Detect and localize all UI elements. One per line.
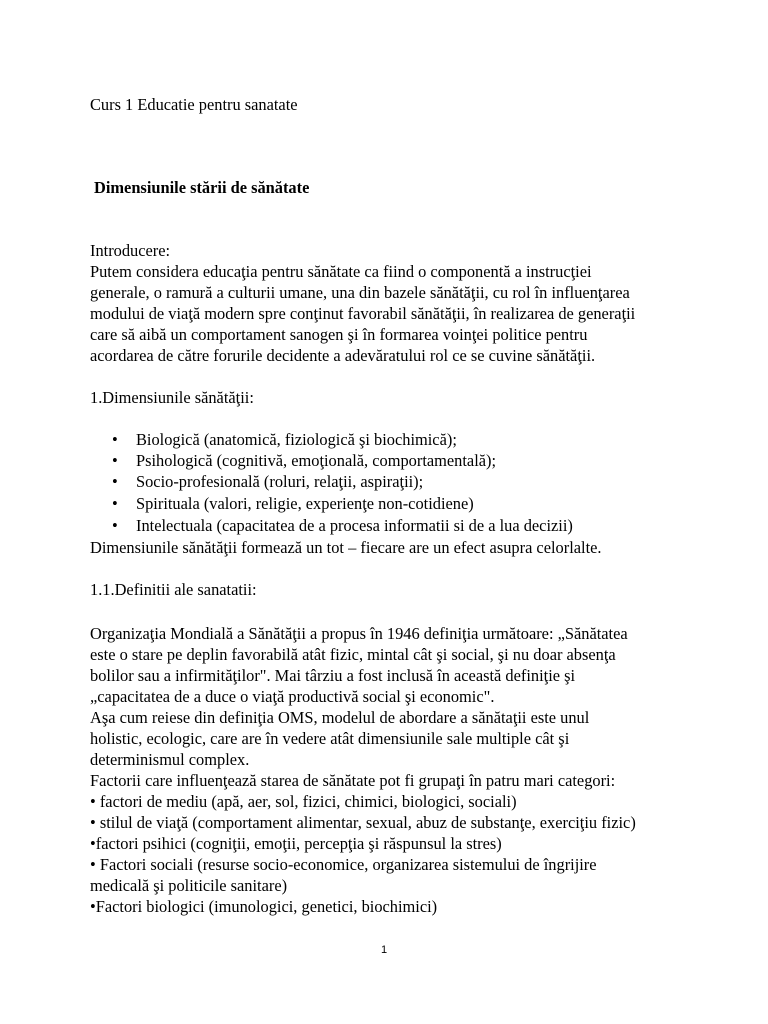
definitions-heading: 1.1.Definitii ale sanatatii: bbox=[90, 580, 257, 599]
definitions-line: medicală şi politicile sanitare) bbox=[90, 876, 288, 895]
intro-heading: Introducere: bbox=[90, 241, 171, 260]
intro-line: generale, o ramură a culturii umane, una din bazele sănătăţii, cu rol în influenţarea bbox=[90, 283, 630, 302]
bullet-icon: • bbox=[112, 516, 118, 535]
intro-line: modului de viaţă modern spre conţinut favorabil sănătăţii, în realizarea de generaţii bbox=[90, 304, 636, 323]
definitions-line: Aşa cum reiese din definiţia OMS, modelul de abordare a sănătaţii este unul bbox=[90, 708, 590, 727]
definitions-line: Organizaţia Mondială a Sănătăţii a propus în 1946 definiţia următoare: „Sănătatea bbox=[90, 624, 628, 643]
bullet-icon: • bbox=[112, 451, 118, 470]
definitions-line: holistic, ecologic, care are în vedere atât dimensiunile sale multiple cât şi bbox=[90, 729, 570, 748]
definitions-line: Factorii care influenţează starea de sănătate pot fi grupaţi în patru mari categori: bbox=[90, 771, 616, 790]
dimensions-heading: 1.Dimensiunile sănătăţii: bbox=[90, 388, 254, 407]
list-item: Socio-profesională (roluri, relaţii, aspiraţii); bbox=[136, 472, 424, 491]
section-title: Dimensiunile stării de sănătate bbox=[94, 178, 310, 197]
intro-line: acordarea de către forurile decidente a adevăratului rol ce se cuvine sănătăţii. bbox=[90, 346, 596, 365]
definitions-line: •factori psihici (cogniţii, emoţii, percepţia şi răspunsul la stres) bbox=[90, 834, 502, 853]
list-item: Biologică (anatomică, fiziologică şi biochimică); bbox=[136, 430, 457, 449]
list-item: Spirituala (valori, religie, experienţe non-cotidiene) bbox=[136, 494, 474, 513]
page-number: 1 bbox=[380, 944, 388, 956]
definitions-line: „capacitatea de a duce o viaţă productivă social şi economic". bbox=[90, 687, 495, 706]
definitions-line: • stilul de viaţă (comportament alimentar, sexual, abuz de substanţe, exerciţiu fizic) bbox=[90, 813, 636, 832]
intro-line: care să aibă un comportament sanogen şi în formarea voinţei politice pentru bbox=[90, 325, 588, 344]
bullet-icon: • bbox=[112, 494, 118, 513]
definitions-line: este o stare pe deplin favorabilă atât fizic, mintal cât şi social, şi nu doar absenţa bbox=[90, 645, 616, 664]
course-title: Curs 1 Educatie pentru sanatate bbox=[90, 95, 298, 114]
list-item: Psihologică (cognitivă, emoţională, comportamentală); bbox=[136, 451, 497, 470]
definitions-line: • factori de mediu (apă, aer, sol, fizici, chimici, biologici, sociali) bbox=[90, 792, 517, 811]
definitions-line: bolilor sau a infirmităţilor". Mai târziu a fost inclusă în această definiţie şi bbox=[90, 666, 576, 685]
dimensions-summary: Dimensiunile sănătăţii formează un tot – fiecare are un efect asupra celorlalte. bbox=[90, 538, 602, 557]
definitions-line: • Factori sociali (resurse socio-economice, organizarea sistemului de îngrijire bbox=[90, 855, 597, 874]
list-item: Intelectuala (capacitatea de a procesa informatii si de a lua decizii) bbox=[136, 516, 573, 535]
bullet-icon: • bbox=[112, 472, 118, 491]
intro-line: Putem considera educaţia pentru sănătate ca fiind o componentă a instrucţiei bbox=[90, 262, 592, 281]
definitions-line: •Factori biologici (imunologici, genetici, biochimici) bbox=[90, 897, 438, 916]
definitions-line: determinismul complex. bbox=[90, 750, 250, 769]
bullet-icon: • bbox=[112, 430, 118, 449]
